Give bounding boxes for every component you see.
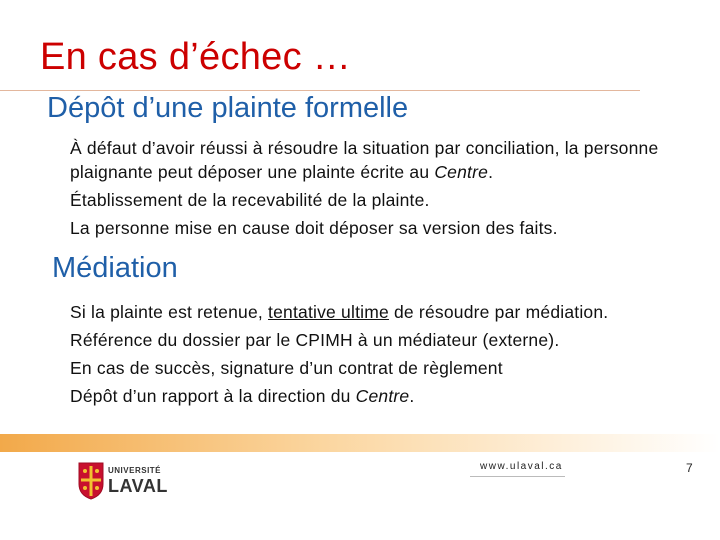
section-heading-plainte: Dépôt d’une plainte formelle xyxy=(47,92,409,124)
bullet-text: Dépôt d’un rapport à la direction du xyxy=(70,386,356,406)
page-number: 7 xyxy=(686,461,693,475)
bullet-text: Si la plainte est retenue, xyxy=(70,302,269,322)
centre-italic: Centre xyxy=(355,386,410,406)
shield-icon xyxy=(78,462,104,500)
footer-band xyxy=(0,434,720,452)
section-heading-mediation: Médiation xyxy=(52,252,178,284)
bullet-reference-dossier: Référence du dossier par le CPIMH à un médiateur (externe). xyxy=(70,330,560,350)
bullet-text-end: . xyxy=(409,386,415,406)
bullet-version-faits: La personne mise en cause doit déposer sa version des faits. xyxy=(70,218,558,238)
slide-title: En cas d’échec … xyxy=(40,36,352,78)
bullet-text-end: de résoudre par médiation. xyxy=(388,302,609,322)
centre-italic: Centre xyxy=(434,162,489,182)
title-divider xyxy=(0,90,640,91)
logo-laval: LAVAL xyxy=(108,476,168,496)
bullet-text-end: . xyxy=(488,162,494,182)
bullet-recevabilite: Établissement de la recevabilité de la plainte. xyxy=(70,190,430,210)
bullet-conciliation xyxy=(70,136,660,184)
logo-universite: UNIVERSITÉ xyxy=(108,466,162,475)
bullet-text: À défaut d’avoir réussi à résoudre la situation par conciliation, la personne plaignante peut déposer une plainte écrite au xyxy=(70,138,659,182)
bullet-succes: En cas de succès, signature d’un contrat de règlement xyxy=(70,358,503,378)
footer-url: www.ulaval.ca xyxy=(480,461,563,472)
underlined-text: tentative ultime xyxy=(268,302,389,322)
bullet-plainte-retenue xyxy=(70,300,608,324)
bullet-rapport xyxy=(70,384,414,408)
footer-url-divider xyxy=(470,476,565,477)
